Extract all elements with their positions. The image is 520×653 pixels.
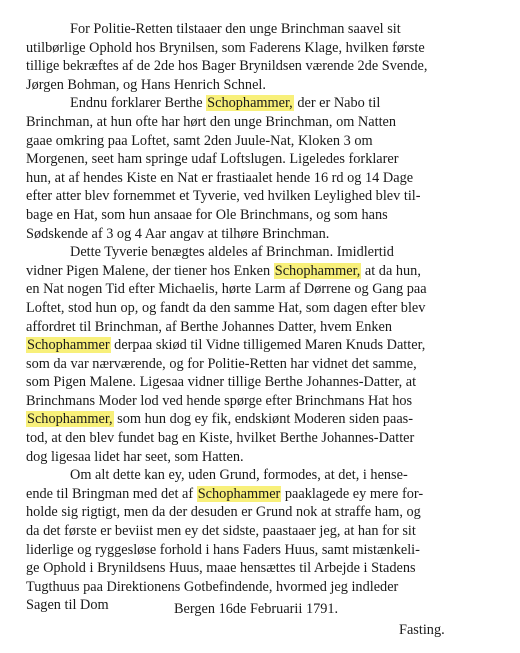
- text-run: som Pigen Malene. Ligesaa vidner tillige Berthe Johannes-Datter, at: [26, 374, 417, 391]
- text-run: ende til Bringman med det af: [26, 485, 197, 502]
- text-run: Om alt dette kan ey, uden Grund, formodes, at det, i hense-: [70, 467, 408, 484]
- text-run: Brinchmans Moder lod ved hende spørge efter Brinchmans Hat hos: [26, 392, 413, 409]
- text-run: tod, at den blev fundet bag en Kiste, hvilket Berthe Johannes-Datter: [26, 430, 415, 447]
- paragraph: [26, 94, 502, 243]
- signature: Fasting.: [399, 622, 445, 638]
- text-line: [26, 410, 502, 429]
- text-line: [26, 113, 502, 132]
- text-run: holde sig rigtigt, men da der desuden er Grund nok at straffe ham, og: [26, 504, 421, 521]
- text-line: [26, 541, 502, 560]
- text-line: [26, 280, 502, 299]
- text-run: ge Ophold i Brynildsens Huus, maae hensættes til Arbejde i Stadens: [26, 560, 416, 577]
- text-line: [26, 225, 502, 244]
- text-run: vidner Pigen Malene, der tiener hos Enken: [26, 262, 274, 279]
- date-line: Bergen 16de Februarii 1791.: [174, 601, 339, 617]
- text-run: bage en Hat, som hun ansaae for Ole Brinchmans, og som hans: [26, 206, 388, 223]
- highlighted-name: Schophammer: [197, 485, 281, 502]
- text-line: [26, 503, 502, 522]
- highlighted-name: Schophammer,: [274, 262, 361, 279]
- text-run: Dette Tyverie benægtes aldeles af Brinchman. Imidlertid: [70, 244, 394, 261]
- text-line: [26, 485, 502, 504]
- text-line: [26, 262, 502, 281]
- text-line: [26, 299, 502, 318]
- text-run: Sødskende af 3 og 4 Aar angav at tilhøre Brinchman.: [26, 225, 330, 242]
- text-run: liderlige og ryggesløse forhold i hans Faders Huus, samt mistænkeli-: [26, 541, 420, 558]
- text-line: [26, 20, 502, 39]
- text-run: Endnu forklarer Berthe: [70, 95, 207, 112]
- text-line: [26, 150, 502, 169]
- text-run: affordret til Brinchman, af Berthe Johannes Datter, hvem Enken: [26, 318, 392, 335]
- text-run: Jørgen Bohman, og Hans Henrich Schnel.: [26, 76, 266, 93]
- text-run: derpaa skiød til Vidne tilligemed Maren Knuds Datter,: [110, 337, 426, 354]
- document-body: [26, 20, 502, 615]
- text-line: [26, 429, 502, 448]
- text-line: [26, 132, 502, 151]
- text-run: For Politie-Retten tilstaaer den unge Brinchman saavel sit: [70, 21, 401, 37]
- text-line: [26, 448, 502, 467]
- text-line: [26, 336, 502, 355]
- text-line: [26, 187, 502, 206]
- text-line: [26, 355, 502, 374]
- highlighted-name: Schophammer: [27, 337, 110, 354]
- text-line: [26, 466, 502, 485]
- text-run: at da hun,: [361, 262, 421, 279]
- text-line: [26, 39, 502, 58]
- text-line: [26, 318, 502, 337]
- paragraph: [26, 243, 502, 466]
- text-run: som da var nærværende, og for Politie-Retten har vidnet det samme,: [26, 355, 417, 372]
- highlighted-name: Schophammer,: [207, 95, 293, 112]
- text-run: Sagen til Dom: [26, 597, 109, 614]
- text-run: Brinchman, at hun ofte har hørt den unge Brinchman, om Natten: [26, 113, 397, 130]
- text-line: [26, 94, 502, 113]
- text-run: Morgenen, seet ham springe udaf Loftslugen. Ligeledes forklarer: [26, 151, 399, 168]
- text-line: [26, 243, 502, 262]
- text-run: Tugthuus paa Direktionens Gotbefindende, hvormed jeg indleder: [26, 578, 399, 595]
- text-run: da det første er beviist men ey det sidste, paastaaer jeg, at han for sit: [26, 523, 416, 540]
- text-run: gaae omkring paa Loftet, samt 2den Juule-Nat, Kloken 3 om: [26, 132, 373, 149]
- text-run: paaklagede ey mere for-: [281, 485, 424, 502]
- text-run: efter atter blev fornemmet et Tyverie, ved hvilken Leylighed blev til-: [26, 188, 421, 205]
- text-line: [26, 578, 502, 597]
- text-run: tillige bekræftes af de 2de hos Bager Brynildsen værende 2de Svende,: [26, 58, 428, 75]
- text-run: der er Nabo til: [293, 95, 381, 112]
- text-run: som hun dog ey fik, endskiønt Moderen siden paas-: [113, 411, 413, 428]
- paragraph: [26, 466, 502, 615]
- text-line: [26, 206, 502, 225]
- text-line: [26, 559, 502, 578]
- text-run: utilbørlige Ophold hos Brynilsen, som Faderens Klage, hvilken første: [26, 39, 425, 56]
- highlighted-name: Schophammer,: [27, 411, 113, 428]
- text-line: [26, 392, 502, 411]
- text-line: [26, 522, 502, 541]
- paragraph: [26, 20, 502, 94]
- text-line: [26, 57, 502, 76]
- text-run: dog ligesaa lidet har seet, som Hatten.: [26, 448, 244, 465]
- text-run: Loftet, stod hun op, og fandt da den samme Hat, som dagen efter blev: [26, 299, 426, 316]
- text-line: [26, 76, 502, 95]
- text-run: hun, at af hendes Kiste en Nat er frastiaalet hende 16 rd og 14 Dage: [26, 169, 414, 186]
- text-line: [26, 169, 502, 188]
- text-line: [26, 373, 502, 392]
- text-run: en Nat nogen Tid efter Michaelis, hørte Larm af Dørrene og Gang paa: [26, 281, 427, 298]
